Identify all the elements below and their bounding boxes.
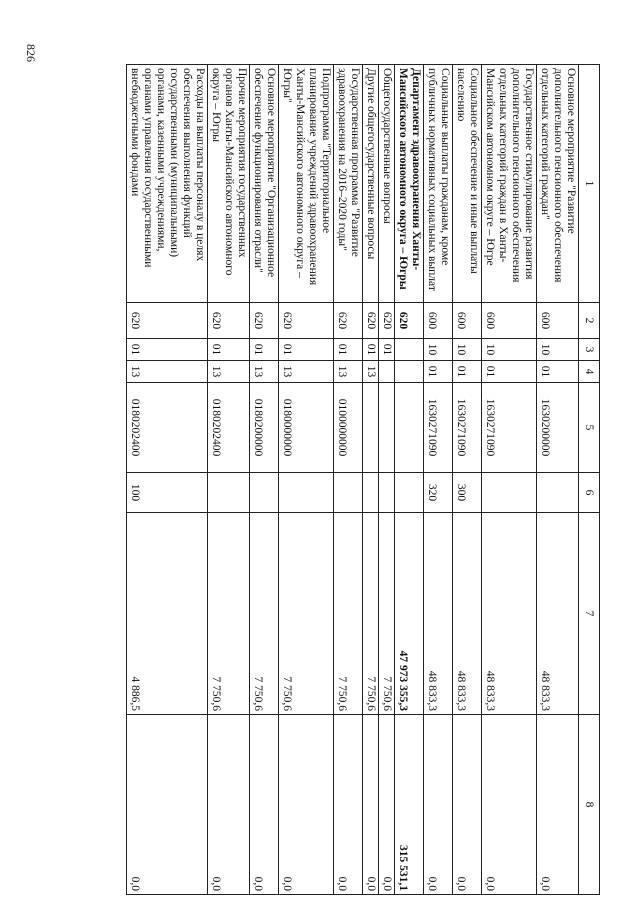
cell-c7: 48 833,3 xyxy=(453,513,482,715)
table-row xyxy=(334,65,363,895)
table-row xyxy=(379,65,395,895)
rotated-table-page xyxy=(80,64,600,894)
cell-c4: 01 xyxy=(537,361,579,383)
cell-c7: 7 750,6 xyxy=(208,513,250,715)
row-name-cell: Подпрограмма "Территориальное планирование учреждений здравоохранения Ханты-Мансийского автономного округа – Югры" xyxy=(279,65,334,303)
cell-c3: 01 xyxy=(363,339,379,361)
column-header-5: 5 xyxy=(579,383,600,473)
cell-c6 xyxy=(250,473,279,513)
cell-c2: 600 xyxy=(424,303,453,339)
row-name-cell: Другие общегосударственные вопросы xyxy=(363,65,379,303)
cell-c3 xyxy=(395,339,424,361)
cell-c8: 0,0 xyxy=(250,715,279,895)
cell-c8: 315 531,1 xyxy=(395,715,424,895)
cell-c2: 620 xyxy=(363,303,379,339)
cell-c2: 620 xyxy=(279,303,334,339)
cell-c4 xyxy=(395,361,424,383)
table-row xyxy=(482,65,537,895)
cell-c5: 0180202400 xyxy=(127,383,208,473)
table-row xyxy=(279,65,334,895)
row-name-cell: Социальные выплаты гражданам, кроме публичных нормативных социальных выплат xyxy=(424,65,453,303)
cell-c4 xyxy=(379,361,395,383)
cell-c6 xyxy=(334,473,363,513)
cell-c5: 1630271090 xyxy=(482,383,537,473)
cell-c7: 48 833,3 xyxy=(537,513,579,715)
header-row xyxy=(579,65,600,895)
cell-c7: 7 750,6 xyxy=(250,513,279,715)
cell-c2: 620 xyxy=(334,303,363,339)
cell-c8: 0,0 xyxy=(482,715,537,895)
row-name-cell: Департамент здравоохранения Ханты-Мансийского автономного округа – Югры xyxy=(395,65,424,303)
cell-c7: 7 750,6 xyxy=(334,513,363,715)
row-name-cell: Государственная программа "Развитие здравоохранения на 2016–2020 годы" xyxy=(334,65,363,303)
column-header-2: 2 xyxy=(579,303,600,339)
cell-c5: 0180202400 xyxy=(208,383,250,473)
cell-c6 xyxy=(482,473,537,513)
cell-c5: 0100000000 xyxy=(334,383,363,473)
cell-c6 xyxy=(537,473,579,513)
cell-c4: 01 xyxy=(453,361,482,383)
cell-c4: 01 xyxy=(424,361,453,383)
cell-c7: 7 750,6 xyxy=(379,513,395,715)
cell-c3: 01 xyxy=(279,339,334,361)
column-header-4: 4 xyxy=(579,361,600,383)
table-row xyxy=(250,65,279,895)
cell-c7: 48 833,3 xyxy=(482,513,537,715)
cell-c6 xyxy=(379,473,395,513)
row-name-cell: Основное мероприятие "Развитие дополнительного пенсионного обеспечения отдельных категорий граждан" xyxy=(537,65,579,303)
cell-c5 xyxy=(395,383,424,473)
cell-c4: 13 xyxy=(334,361,363,383)
cell-c2: 600 xyxy=(537,303,579,339)
cell-c8: 0,0 xyxy=(379,715,395,895)
cell-c5: 0180200000 xyxy=(250,383,279,473)
cell-c7: 4 886,5 xyxy=(127,513,208,715)
cell-c4: 13 xyxy=(127,361,208,383)
cell-c7: 7 750,6 xyxy=(363,513,379,715)
cell-c8: 0,0 xyxy=(208,715,250,895)
cell-c4: 01 xyxy=(482,361,537,383)
column-header-1: 1 xyxy=(579,65,600,303)
cell-c8: 0,0 xyxy=(537,715,579,895)
cell-c6 xyxy=(395,473,424,513)
cell-c2: 620 xyxy=(379,303,395,339)
row-name-cell: Прочие мероприятия государственных органов Ханты-Мансийского автономного округа – Югры xyxy=(208,65,250,303)
cell-c3: 10 xyxy=(537,339,579,361)
row-name-cell: Социальное обеспечение и иные выплаты населению xyxy=(453,65,482,303)
cell-c5: 1630271090 xyxy=(453,383,482,473)
cell-c2: 620 xyxy=(208,303,250,339)
column-header-6: 6 xyxy=(579,473,600,513)
cell-c4: 13 xyxy=(250,361,279,383)
cell-c6: 300 xyxy=(453,473,482,513)
cell-c2: 600 xyxy=(453,303,482,339)
column-header-7: 7 xyxy=(579,513,600,715)
page-number: 826 xyxy=(24,44,38,62)
cell-c2: 620 xyxy=(395,303,424,339)
cell-c6: 100 xyxy=(127,473,208,513)
cell-c8: 0,0 xyxy=(127,715,208,895)
cell-c8: 0,0 xyxy=(453,715,482,895)
cell-c4: 13 xyxy=(279,361,334,383)
table-row xyxy=(537,65,579,895)
row-name-cell: Основное мероприятие "Организационное обеспечение функционирования отрасли" xyxy=(250,65,279,303)
cell-c3: 01 xyxy=(127,339,208,361)
cell-c3: 01 xyxy=(208,339,250,361)
row-name-cell: Государственное стимулирование развития дополнительного пенсионного обеспечения отдельных категорий граждан в Ханты-Мансийском автономном округе – Югре xyxy=(482,65,537,303)
cell-c5: 1630200000 xyxy=(537,383,579,473)
budget-table xyxy=(126,64,600,895)
cell-c3: 01 xyxy=(379,339,395,361)
table-row xyxy=(453,65,482,895)
cell-c7: 7 750,6 xyxy=(279,513,334,715)
cell-c2: 620 xyxy=(250,303,279,339)
table-row xyxy=(208,65,250,895)
cell-c7: 47 973 355,3 xyxy=(395,513,424,715)
cell-c8: 0,0 xyxy=(279,715,334,895)
cell-c5 xyxy=(363,383,379,473)
table-body xyxy=(127,65,579,895)
cell-c5: 1630271090 xyxy=(424,383,453,473)
cell-c4: 13 xyxy=(363,361,379,383)
table-row xyxy=(395,65,424,895)
cell-c3: 10 xyxy=(424,339,453,361)
table-row xyxy=(127,65,208,895)
cell-c5 xyxy=(379,383,395,473)
cell-c4: 13 xyxy=(208,361,250,383)
cell-c3: 10 xyxy=(453,339,482,361)
cell-c8: 0,0 xyxy=(424,715,453,895)
table-row xyxy=(424,65,453,895)
cell-c8: 0,0 xyxy=(363,715,379,895)
cell-c2: 620 xyxy=(127,303,208,339)
cell-c8: 0,0 xyxy=(334,715,363,895)
cell-c6 xyxy=(363,473,379,513)
column-header-3: 3 xyxy=(579,339,600,361)
table-row xyxy=(363,65,379,895)
cell-c6 xyxy=(279,473,334,513)
column-header-8: 8 xyxy=(579,715,600,895)
cell-c3: 01 xyxy=(334,339,363,361)
cell-c6: 320 xyxy=(424,473,453,513)
row-name-cell: Расходы на выплаты персоналу в целях обеспечения выполнения функций государственными (муниципальными) органами, казенными учреждениями, органами управления государственными внебюджетными фондами xyxy=(127,65,208,303)
cell-c7: 48 833,3 xyxy=(424,513,453,715)
cell-c6 xyxy=(208,473,250,513)
row-name-cell: Общегосударственные вопросы xyxy=(379,65,395,303)
cell-c3: 10 xyxy=(482,339,537,361)
cell-c5: 0180000000 xyxy=(279,383,334,473)
cell-c2: 600 xyxy=(482,303,537,339)
cell-c3: 01 xyxy=(250,339,279,361)
